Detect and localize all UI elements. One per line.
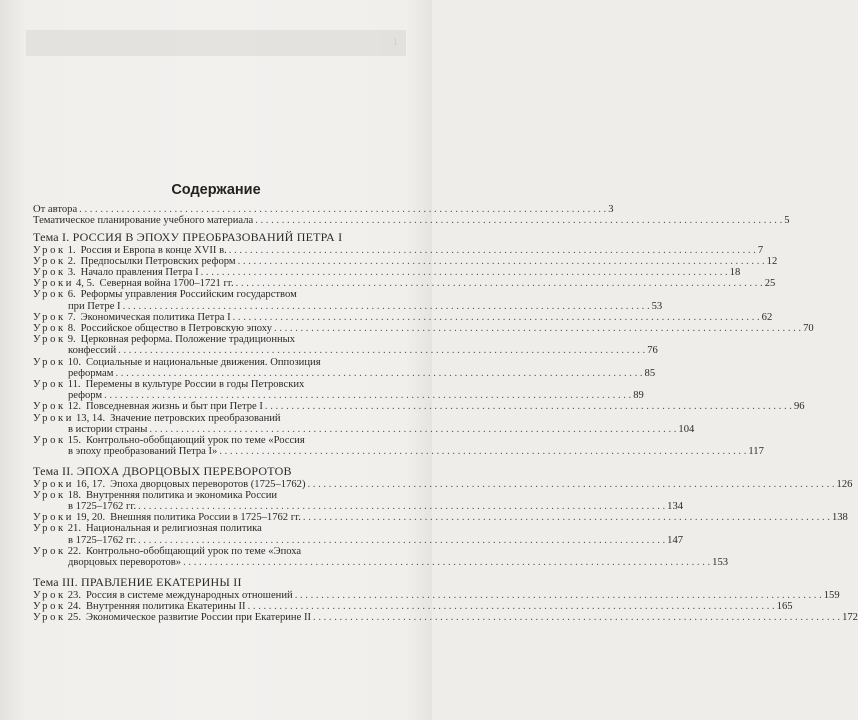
page-number: 147	[667, 534, 684, 546]
lesson-title-line	[33, 546, 411, 557]
lesson-title: Контрольно-обобщающий урок по теме «Эпоха	[85, 545, 302, 557]
dot-leader	[229, 245, 756, 256]
lesson-title: Северная война 1700–1721 гг.	[99, 278, 234, 290]
lesson-entry[interactable]	[33, 379, 644, 402]
lesson-title-continued: в эпоху преобразований Петра I»	[68, 446, 218, 458]
page-number: 12	[766, 255, 778, 267]
lesson-title-continued: при Петре I	[68, 300, 121, 312]
dot-leader	[183, 557, 710, 568]
lesson-entry[interactable]	[33, 435, 764, 458]
lesson-title: Контрольно-обобщающий урок по теме «Россия	[85, 435, 305, 447]
lesson-entry[interactable]	[33, 412, 695, 435]
toc-entry-line	[33, 611, 858, 623]
lesson-title: Внутренняя политика Екатерины II	[85, 600, 246, 612]
lesson-title: Повседневная жизнь и быт при Петре I	[85, 401, 263, 413]
lesson-title: Реформы управления Российским государством	[80, 289, 297, 301]
lesson-keyword: Урок	[33, 611, 66, 623]
lesson-title-continued: в 1725–1762 гг.	[68, 534, 137, 546]
toc-entry-line	[33, 589, 840, 601]
lesson-keyword: Урок	[33, 311, 66, 323]
page-number: 104	[678, 423, 695, 435]
page-number: 70	[803, 323, 814, 335]
lesson-title: Внешняя политика России в 1725–1762 гг.	[110, 512, 301, 524]
lesson-entry[interactable]	[33, 478, 853, 490]
previous-page-bleed	[26, 30, 406, 56]
lesson-title-continued: в 1725–1762 гг.	[68, 501, 137, 513]
lesson-title: Экономическое развитие России при Екатерине II	[85, 611, 312, 623]
lesson-keyword: Урок	[33, 334, 66, 346]
lesson-entry[interactable]	[33, 600, 793, 612]
lesson-keyword: Урок	[33, 379, 66, 391]
dot-leader	[123, 301, 650, 312]
lesson-title-line	[33, 334, 411, 345]
lesson-title-continued: реформ	[68, 390, 103, 402]
lesson-title: Социальные и национальные движения. Оппозиция	[85, 356, 321, 368]
toc-entry-line	[33, 255, 778, 267]
lesson-entry[interactable]	[33, 255, 778, 267]
lesson-number: 9.	[67, 334, 76, 346]
dot-leader	[303, 512, 830, 523]
lesson-title: Экономическая политика Петра I	[80, 311, 231, 323]
dot-leader	[138, 501, 665, 512]
lesson-number: 13, 14.	[75, 412, 106, 424]
lesson-keyword: Уроки	[33, 412, 74, 424]
lesson-title-line	[33, 379, 411, 390]
toc-entry-line	[33, 311, 773, 323]
page-number: 96	[793, 401, 805, 413]
lesson-entry[interactable]	[33, 356, 656, 379]
lesson-title: Начало правления Петра I	[80, 267, 199, 279]
lesson-number: 2.	[67, 255, 76, 267]
dot-leader	[118, 345, 645, 356]
dot-leader	[115, 368, 642, 379]
bleed-page-number: 1	[392, 36, 398, 48]
lesson-title-continued: реформам	[68, 367, 114, 379]
front-matter-entry[interactable]	[33, 204, 614, 215]
lesson-title: Значение петровских преобразований	[110, 412, 281, 424]
toc-entry-line	[33, 367, 656, 379]
lesson-title: Российское общество в Петровскую эпоху	[80, 323, 273, 335]
dot-leader	[308, 479, 835, 490]
lesson-title-line	[33, 289, 411, 300]
lesson-number: 24.	[67, 600, 81, 612]
toc-entry-line	[33, 401, 805, 413]
lesson-entry[interactable]	[33, 545, 729, 569]
toc-entry-line	[33, 300, 663, 312]
lesson-keyword: Урок	[33, 267, 66, 279]
lesson-entry[interactable]	[33, 589, 840, 601]
lesson-title-line	[33, 357, 411, 368]
table-of-contents	[33, 204, 858, 623]
toc-entry-line	[33, 534, 684, 546]
toc-entry-line	[33, 390, 644, 402]
lesson-number: 4, 5.	[75, 278, 95, 290]
dot-leader	[248, 601, 775, 612]
front-matter-entry[interactable]	[33, 215, 790, 227]
lesson-keyword: Урок	[33, 523, 66, 535]
lesson-number: 11.	[67, 379, 81, 391]
lesson-keyword: Урок	[33, 545, 66, 557]
toc-entry-line	[33, 446, 764, 458]
page-number: 53	[651, 300, 663, 312]
dot-leader	[238, 256, 765, 267]
toc-entry-line	[33, 501, 684, 513]
dot-leader	[138, 535, 665, 546]
lesson-number: 10.	[67, 356, 81, 368]
dot-leader	[233, 312, 760, 323]
lesson-keyword: Урок	[33, 600, 66, 612]
lesson-entry[interactable]	[33, 611, 858, 623]
lesson-entry[interactable]	[33, 244, 764, 256]
lesson-number: 21.	[67, 523, 81, 535]
lesson-title-line	[33, 523, 411, 534]
page-number: 117	[748, 446, 764, 458]
dot-leader	[255, 215, 782, 226]
lesson-entry[interactable]	[33, 289, 663, 312]
dot-leader	[295, 590, 822, 601]
page-number: 89	[633, 390, 644, 402]
lesson-entry[interactable]	[33, 323, 814, 335]
lesson-number: 18.	[67, 489, 81, 501]
lesson-title-continued: конфессий	[68, 345, 117, 357]
page-number: 85	[644, 367, 656, 379]
lesson-title: Национальная и религиозная политика	[85, 523, 262, 535]
lesson-title-line	[33, 413, 411, 424]
lesson-title: Эпоха дворцовых переворотов (1725–1762)	[110, 478, 306, 490]
page-number: 165	[776, 600, 793, 612]
page-number: 18	[729, 267, 741, 279]
page-number: 5	[784, 215, 790, 227]
lesson-title: Церковная реформа. Положение традиционных	[80, 334, 296, 346]
lesson-title: Россия в системе международных отношений	[85, 589, 293, 601]
lesson-entry[interactable]	[33, 512, 848, 524]
toc-entry-text: От автора	[33, 204, 78, 215]
page-number: 138	[831, 512, 848, 524]
lesson-number: 12.	[67, 401, 81, 413]
lesson-title-line	[33, 435, 411, 446]
page-number: 3	[608, 204, 614, 215]
topic-heading: Тема II. ЭПОХА ДВОРЦОВЫХ ПЕРЕВОРОТОВ	[33, 464, 292, 479]
lesson-keyword: Урок	[33, 356, 66, 368]
toc-entry-line	[33, 244, 764, 256]
toc-entry-line	[33, 345, 658, 357]
toc-entry-line	[33, 557, 729, 569]
page-number: 76	[647, 345, 658, 357]
lesson-keyword: Урок	[33, 289, 66, 301]
lesson-keyword: Урок	[33, 589, 66, 601]
lesson-title-line	[33, 490, 411, 501]
dot-leader	[219, 446, 746, 457]
lesson-keyword: Урок	[33, 255, 66, 267]
dot-leader	[104, 390, 631, 401]
dot-leader	[265, 401, 792, 412]
dot-leader	[149, 424, 676, 435]
toc-entry-line	[33, 478, 853, 490]
lesson-entry[interactable]	[33, 401, 805, 413]
lesson-title: Россия и Европа в конце XVII в.	[80, 244, 227, 256]
page-number: 172	[842, 611, 858, 623]
lesson-keyword: Уроки	[33, 278, 74, 290]
dot-leader	[313, 612, 840, 623]
lesson-number: 22.	[67, 545, 81, 557]
toc-entry-line	[33, 600, 793, 612]
lesson-entry[interactable]	[33, 267, 741, 279]
page-number: 159	[823, 589, 840, 601]
page-number: 25	[764, 278, 776, 290]
lesson-keyword: Уроки	[33, 478, 74, 490]
lesson-number: 3.	[67, 267, 76, 279]
lesson-number: 6.	[67, 289, 76, 301]
page-number: 153	[712, 557, 729, 569]
topic-heading: Тема III. ПРАВЛЕНИЕ ЕКАТЕРИНЫ II	[33, 575, 242, 590]
lesson-number: 23.	[67, 589, 81, 601]
lesson-keyword: Урок	[33, 489, 66, 501]
page-title: Содержание	[171, 182, 261, 198]
lesson-title-continued: дворцовых переворотов»	[68, 557, 182, 569]
toc-entry-line	[33, 278, 776, 290]
lesson-entry[interactable]	[33, 278, 776, 290]
lesson-keyword: Уроки	[33, 512, 74, 524]
page-number: 7	[757, 244, 764, 256]
lesson-title: Перемены в культуре России в годы Петровских	[85, 379, 305, 391]
lesson-title: Внутренняя политика и экономика России	[85, 489, 278, 501]
lesson-number: 19, 20.	[75, 512, 106, 524]
page-number: 126	[836, 478, 853, 490]
lesson-number: 1.	[67, 244, 76, 256]
toc-entry-line	[33, 423, 695, 435]
topic-heading: Тема I. РОССИЯ В ЭПОХУ ПРЕОБРАЗОВАНИЙ ПЕТРА I	[33, 230, 343, 245]
toc-entry-line	[33, 323, 814, 335]
lesson-number: 16, 17.	[75, 478, 106, 490]
dot-leader	[274, 323, 801, 334]
page-number: 62	[761, 311, 773, 323]
lesson-number: 25.	[67, 611, 81, 623]
dot-leader	[236, 278, 763, 289]
lesson-keyword: Урок	[33, 244, 66, 256]
lesson-entry[interactable]	[33, 311, 773, 323]
lesson-entry[interactable]	[33, 334, 658, 357]
lesson-keyword: Урок	[33, 435, 66, 447]
lesson-keyword: Урок	[33, 401, 66, 413]
toc-entry-line	[33, 512, 848, 524]
lesson-entry[interactable]	[33, 489, 684, 513]
lesson-entry[interactable]	[33, 523, 684, 546]
lesson-title-continued: в истории страны	[68, 423, 148, 435]
dot-leader	[201, 267, 728, 278]
toc-entry-text: Тематическое планирование учебного материала	[33, 215, 254, 227]
page-number: 134	[667, 501, 684, 513]
toc-entry-line	[33, 267, 741, 279]
dot-leader	[79, 204, 606, 215]
lesson-number: 7.	[67, 311, 76, 323]
lesson-number: 15.	[67, 435, 81, 447]
lesson-keyword: Урок	[33, 323, 66, 335]
lesson-number: 8.	[67, 323, 76, 335]
lesson-title: Предпосылки Петровских реформ	[80, 255, 236, 267]
